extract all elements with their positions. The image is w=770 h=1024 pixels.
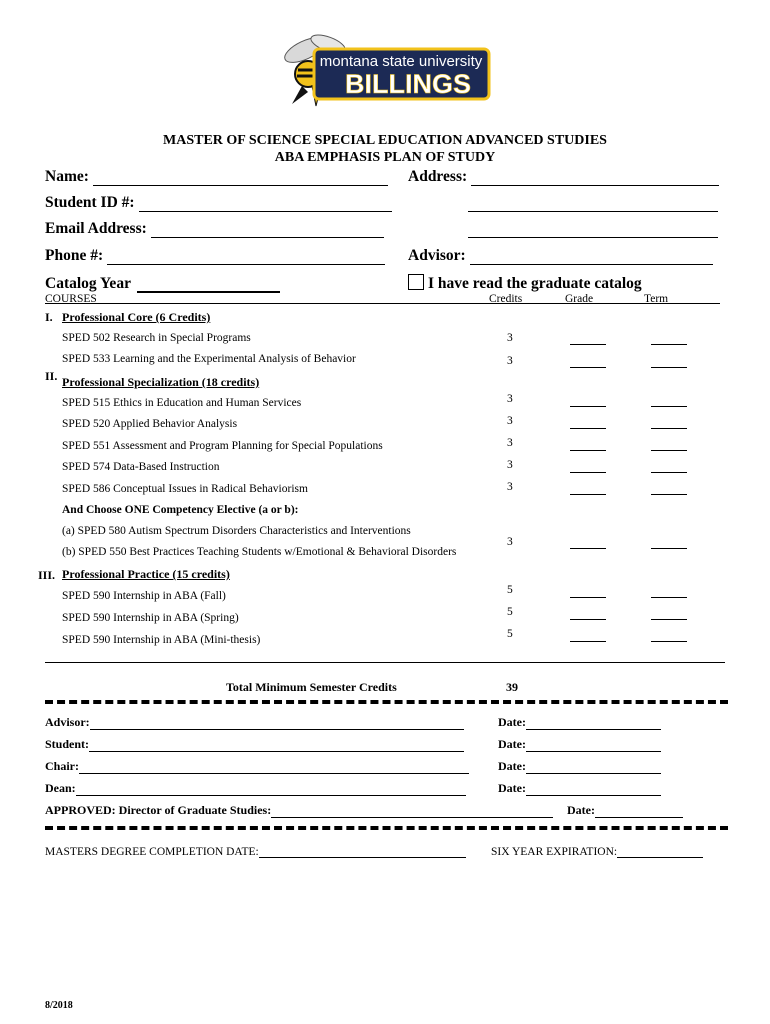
credits-sped-502: 3 xyxy=(507,332,513,344)
date-label: Date: xyxy=(498,759,526,773)
term-blank[interactable] xyxy=(651,536,687,549)
credits-sped-551: 3 xyxy=(507,437,513,449)
student-id-label: Student ID #: xyxy=(45,194,135,211)
term-blank[interactable] xyxy=(651,355,687,368)
term-blank[interactable] xyxy=(651,482,687,495)
student-id-field[interactable] xyxy=(45,194,392,212)
credits-sped-590-mini-thesis: 5 xyxy=(507,628,513,640)
elective-option-a: (a) SPED 580 Autism Spectrum Disorders Characteristics and Interventions xyxy=(62,525,411,537)
grade-blank[interactable] xyxy=(570,332,606,345)
credits-sped-590-spring: 5 xyxy=(507,606,513,618)
catalog-year-label: Catalog Year xyxy=(45,275,131,292)
svg-text:BILLINGS: BILLINGS xyxy=(345,69,471,99)
email-field[interactable] xyxy=(45,220,384,238)
director-approval-label: APPROVED: Director of Graduate Studies: xyxy=(45,803,272,817)
grade-blank[interactable] xyxy=(570,394,606,407)
address-field[interactable] xyxy=(408,168,719,186)
course-sped-533: SPED 533 Learning and the Experimental Analysis of Behavior xyxy=(62,353,356,365)
credits-sped-520: 3 xyxy=(507,415,513,427)
chair-signature-label: Chair: xyxy=(45,759,79,773)
email-label: Email Address: xyxy=(45,220,147,237)
revision-date: 8/2018 xyxy=(45,1000,73,1011)
form-subtitle: ABA EMPHASIS PLAN OF STUDY xyxy=(274,150,496,165)
advisor-field[interactable] xyxy=(408,247,713,265)
advisor-signature-label: Advisor: xyxy=(45,715,90,729)
term-blank[interactable] xyxy=(651,438,687,451)
address-line-3[interactable] xyxy=(468,220,718,238)
term-blank[interactable] xyxy=(651,394,687,407)
course-sped-590-mini-thesis: SPED 590 Internship in ABA (Mini-thesis) xyxy=(62,634,261,646)
chair-date-field[interactable] xyxy=(498,759,661,774)
director-date-field[interactable] xyxy=(567,803,683,818)
grade-blank[interactable] xyxy=(570,585,606,598)
date-label: Date: xyxy=(498,715,526,729)
phone-label: Phone #: xyxy=(45,247,104,264)
date-label: Date: xyxy=(498,781,526,795)
credits-sped-574: 3 xyxy=(507,459,513,471)
date-label: Date: xyxy=(567,803,595,817)
catalog-read-label: I have read the graduate catalog xyxy=(428,275,642,292)
grade-blank[interactable] xyxy=(570,629,606,642)
svg-text:montana state university: montana state university xyxy=(319,53,483,70)
course-sped-574: SPED 574 Data-Based Instruction xyxy=(62,461,220,473)
course-list-divider xyxy=(45,662,725,663)
expiration-label: SIX YEAR EXPIRATION: xyxy=(491,846,618,858)
name-label: Name: xyxy=(45,168,89,185)
address-line-2[interactable] xyxy=(468,194,718,212)
university-logo xyxy=(278,30,493,108)
chair-signature-field[interactable] xyxy=(45,759,469,774)
expiration-field[interactable] xyxy=(491,845,703,858)
completion-date-label: MASTERS DEGREE COMPLETION DATE: xyxy=(45,846,259,858)
course-sped-586: SPED 586 Conceptual Issues in Radical Behaviorism xyxy=(62,483,308,495)
director-approval-field[interactable] xyxy=(45,803,553,818)
grade-blank[interactable] xyxy=(570,482,606,495)
completion-date-field[interactable] xyxy=(45,845,466,858)
elective-heading: And Choose ONE Competency Elective (a or b): xyxy=(62,504,299,516)
course-sped-590-fall: SPED 590 Internship in ABA (Fall) xyxy=(62,590,226,602)
advisor-date-field[interactable] xyxy=(498,715,661,730)
credits-sped-533: 3 xyxy=(507,355,513,367)
student-date-field[interactable] xyxy=(498,737,661,752)
section-number-2: II. xyxy=(45,369,58,383)
student-signature-field[interactable] xyxy=(45,737,464,752)
address-label: Address: xyxy=(408,168,468,185)
checkbox-icon[interactable] xyxy=(408,274,424,290)
name-field[interactable] xyxy=(45,168,388,186)
total-credits-value: 39 xyxy=(506,680,518,694)
grade-blank[interactable] xyxy=(570,607,606,620)
student-signature-label: Student: xyxy=(45,737,90,751)
advisor-label: Advisor: xyxy=(408,247,466,264)
column-header-rule xyxy=(45,303,720,304)
dean-signature-field[interactable] xyxy=(45,781,466,796)
form-title: MASTER OF SCIENCE SPECIAL EDUCATION ADVANCED STUDIES xyxy=(163,133,607,148)
yellowjacket-mascot-icon xyxy=(278,30,493,108)
section-number-3: III. xyxy=(38,568,56,582)
dashed-divider xyxy=(45,700,728,704)
section-title-practice: Professional Practice (15 credits) xyxy=(62,567,230,581)
phone-field[interactable] xyxy=(45,247,385,265)
credits-sped-586: 3 xyxy=(507,481,513,493)
catalog-read-checkbox[interactable] xyxy=(408,274,642,293)
grade-blank[interactable] xyxy=(570,460,606,473)
grade-blank[interactable] xyxy=(570,416,606,429)
term-blank[interactable] xyxy=(651,332,687,345)
term-blank[interactable] xyxy=(651,607,687,620)
section-number-1: I. xyxy=(45,310,53,324)
term-blank[interactable] xyxy=(651,416,687,429)
dean-date-field[interactable] xyxy=(498,781,661,796)
credits-sped-515: 3 xyxy=(507,393,513,405)
grade-header: Grade xyxy=(565,293,594,305)
course-sped-551: SPED 551 Assessment and Program Planning for Special Populations xyxy=(62,440,383,452)
course-sped-520: SPED 520 Applied Behavior Analysis xyxy=(62,418,238,430)
credits-sped-590-fall: 5 xyxy=(507,584,513,596)
total-credits-label: Total Minimum Semester Credits xyxy=(226,680,397,694)
advisor-signature-field[interactable] xyxy=(45,715,464,730)
term-blank[interactable] xyxy=(651,460,687,473)
course-sped-590-spring: SPED 590 Internship in ABA (Spring) xyxy=(62,612,239,624)
courses-header: COURSES xyxy=(45,293,97,305)
course-sped-515: SPED 515 Ethics in Education and Human Services xyxy=(62,397,302,409)
term-header: Term xyxy=(644,293,669,305)
catalog-year-field[interactable] xyxy=(45,275,280,293)
grade-blank[interactable] xyxy=(570,438,606,451)
term-blank[interactable] xyxy=(651,629,687,642)
elective-option-b: (b) SPED 550 Best Practices Teaching Students w/Emotional & Behavioral Disorders xyxy=(62,546,457,558)
course-sped-502: SPED 502 Research in Special Programs xyxy=(62,332,251,344)
credits-elective: 3 xyxy=(507,536,513,548)
credits-header: Credits xyxy=(489,293,523,305)
section-title-core: Professional Core (6 Credits) xyxy=(62,310,211,324)
date-label: Date: xyxy=(498,737,526,751)
grade-blank[interactable] xyxy=(570,536,606,549)
dean-signature-label: Dean: xyxy=(45,781,76,795)
dashed-divider xyxy=(45,826,728,830)
grade-blank[interactable] xyxy=(570,355,606,368)
term-blank[interactable] xyxy=(651,585,687,598)
section-title-specialization: Professional Specialization (18 credits) xyxy=(62,375,260,389)
